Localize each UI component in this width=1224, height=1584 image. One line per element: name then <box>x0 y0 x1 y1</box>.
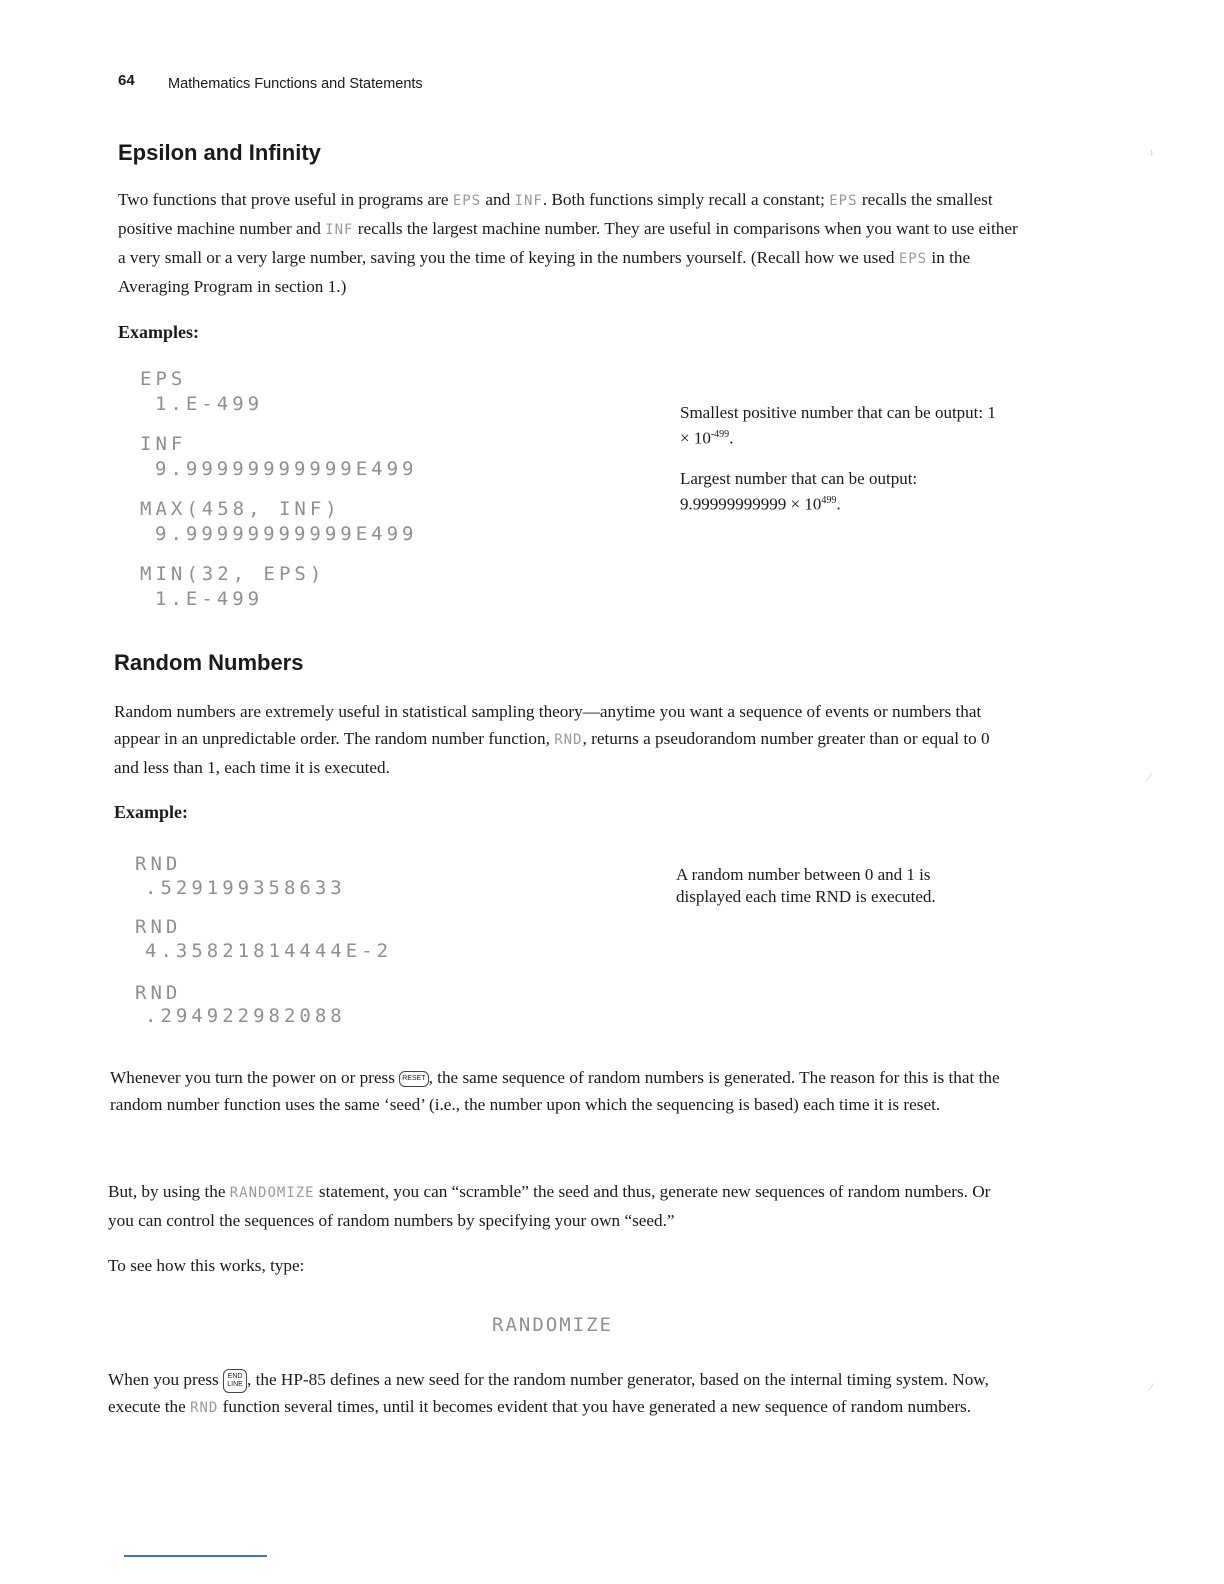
random-paragraph-4: To see how this works, type: <box>108 1256 305 1275</box>
end-line-key-icon: END LINE <box>223 1369 247 1393</box>
display-input: MAX(458, INF) <box>140 498 341 520</box>
random-paragraph-3: But, by using the RANDOMIZE statement, you can “scramble” the seed and thus, generate new sequences of random numbers. Or you can control the sequences of random numbers by specifying your own “seed.” <box>108 1182 991 1230</box>
reset-key-icon: RESET <box>399 1071 428 1087</box>
scan-speck: ⁾ <box>1150 148 1153 162</box>
section-heading-random-numbers: Random Numbers <box>114 650 304 675</box>
note-random-number: A random number between 0 and 1 is displayed each time RND is executed. <box>676 865 936 906</box>
page-number: 64 <box>118 72 135 89</box>
display-input: RND <box>135 916 182 938</box>
display-input: INF <box>140 433 187 455</box>
display-input: EPS <box>140 368 187 390</box>
display-input: MIN(32, EPS) <box>140 563 326 585</box>
display-output: 9.99999999999E499 <box>155 458 418 480</box>
note-largest-number: Largest number that can be output: $9.99999999999 \times 10^{499}$. <box>680 469 918 514</box>
random-paragraph-2: Whenever you turn the power on or press RESET , the same sequence of random numbers is generated. The reason for this is that the random number function uses the same ‘seed’ (i.e., the number upon which the sequencing is based) each time it is reset. <box>110 1068 1000 1114</box>
randomize-command: RANDOMIZE <box>492 1314 613 1336</box>
chapter-title: Mathematics Functions and Statements <box>168 76 423 92</box>
examples-label: Examples: <box>118 322 199 342</box>
display-output: .294922982088 <box>145 1005 346 1027</box>
random-paragraph-1: Random numbers are extremely useful in statistical sampling theory—anytime you want a sequence of events or numbers that appear in an unpredictable order. The random number function, RND, returns a pseudorandom number greater than or equal to 0 and less than 1, each time it is executed. <box>114 702 990 777</box>
display-output: .529199358633 <box>145 877 346 899</box>
display-input: RND <box>135 982 182 1004</box>
example-label: Example: <box>114 802 188 822</box>
scan-speck: ⁄ <box>1148 770 1151 784</box>
footer-rule <box>124 1555 267 1557</box>
scan-speck: ⁄ <box>1150 1380 1153 1394</box>
display-output: 4.35821814444E-2 <box>145 940 393 962</box>
display-input: RND <box>135 853 182 875</box>
display-output: 9.99999999999E499 <box>155 523 418 545</box>
note-smallest-number: Smallest positive number that can be output: $1 \times 10^{-499}$. <box>680 403 996 448</box>
epsilon-paragraph: Two functions that prove useful in programs are EPS and INF. Both functions simply recall a constant; EPS recalls the smallest positive machine number and INF recalls the largest machine number. They are useful in comparisons when you want to use either a very small or a very large number, saving you the time of keying in the numbers yourself. (Recall how we used EPS in the Averaging Program in section 1.) <box>118 190 1018 296</box>
display-output: 1.E-499 <box>155 588 264 610</box>
display-output: 1.E-499 <box>155 393 264 415</box>
section-heading-epsilon-infinity: Epsilon and Infinity <box>118 140 321 165</box>
random-paragraph-5: When you press END LINE , the HP-85 defines a new seed for the random number generator, based on the internal timing system. Now, execute the RND function several times, until it becomes evident that you have generated a new sequence of random numbers. <box>108 1370 989 1417</box>
